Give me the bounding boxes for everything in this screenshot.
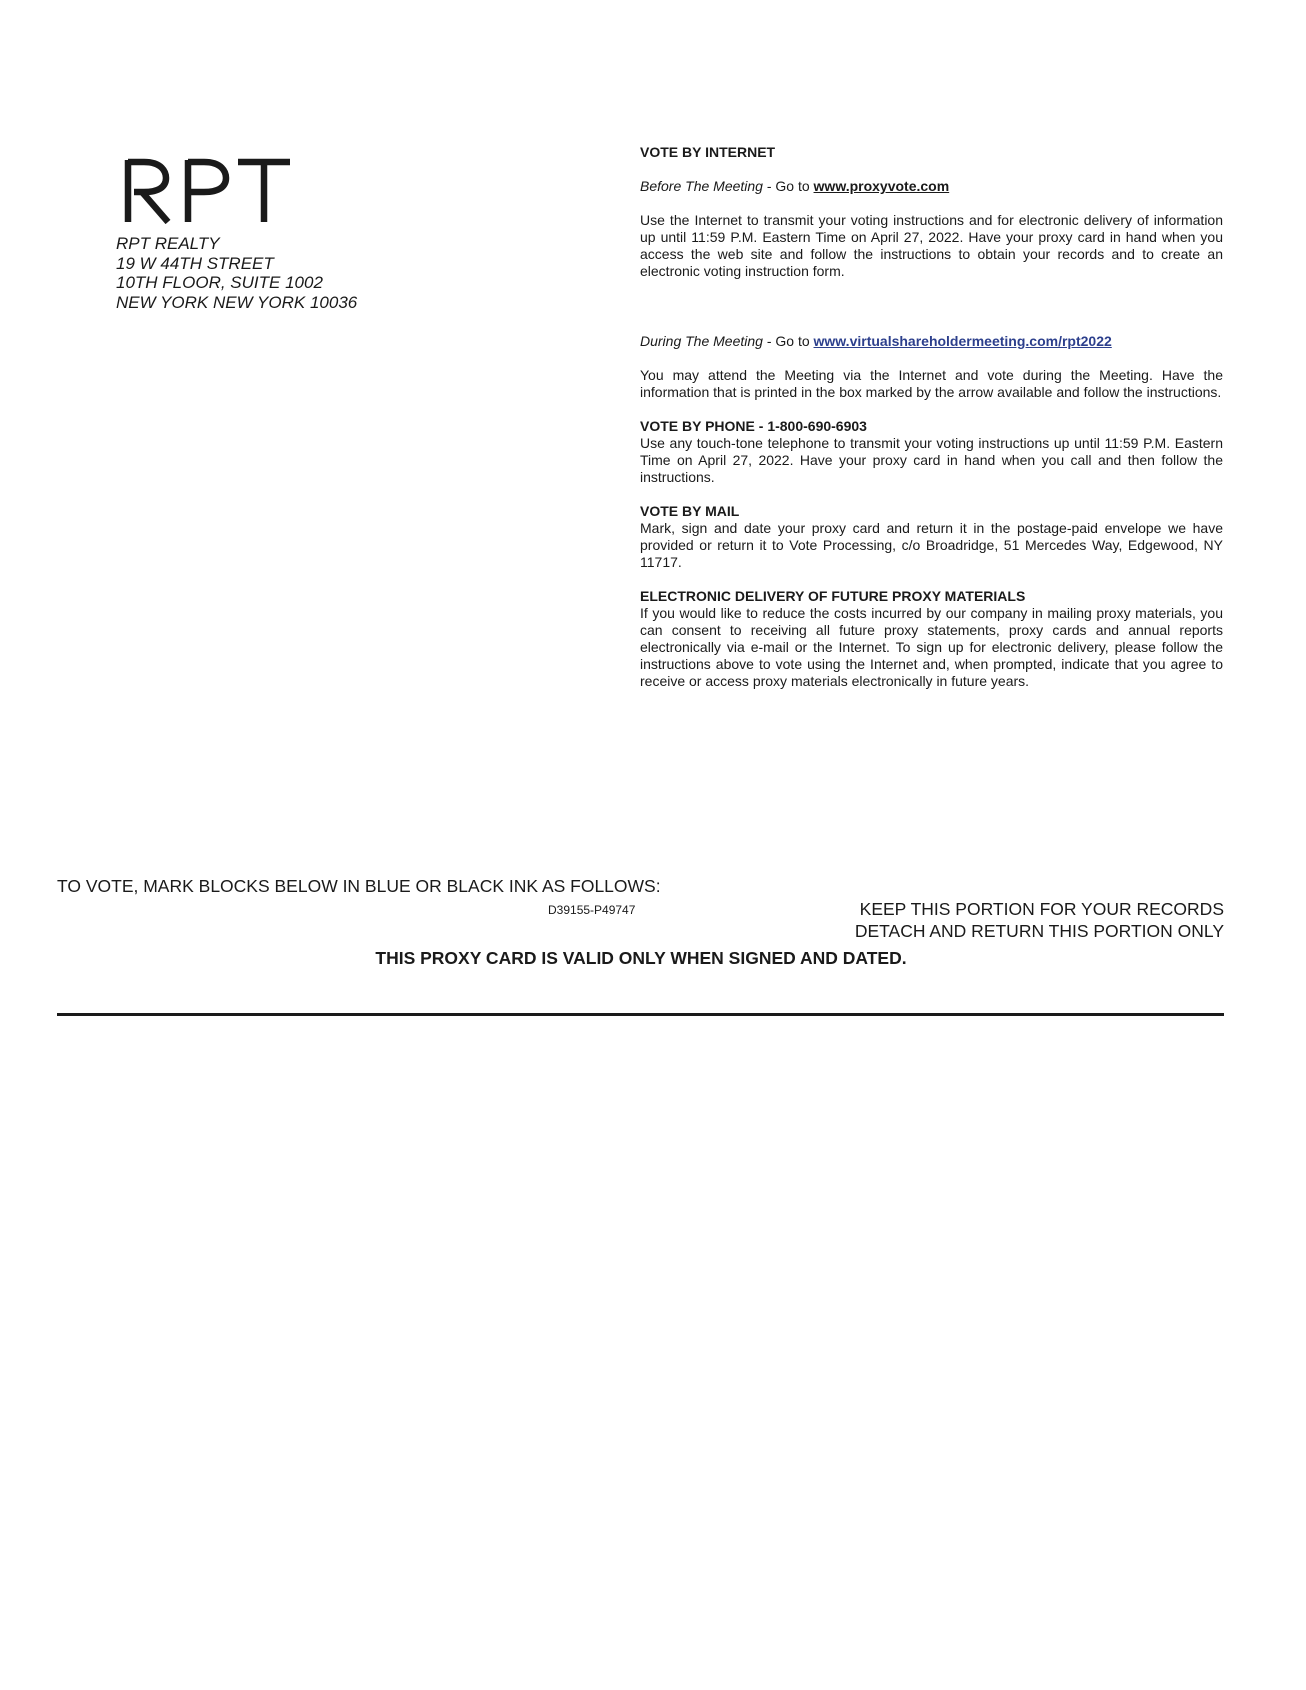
voting-instructions <box>640 144 1223 690</box>
vote-internet-heading: VOTE BY INTERNET <box>640 144 776 160</box>
before-meeting-text: Use the Internet to transmit your voting instructions and for electronic delivery of information up until 11:59 P.M. Eastern Time on April 27, 2022. Have your proxy card in hand when you access the web site and follow the instructions to obtain your records and to create an electronic voting instruction form. <box>640 212 1223 279</box>
during-meeting-text: You may attend the Meeting via the Internet and vote during the Meeting. Have the information that is printed in the box marked by the arrow available and follow the instructions. <box>640 367 1223 400</box>
detach-portion-text: DETACH AND RETURN THIS PORTION ONLY <box>854 921 1224 941</box>
portion-notice <box>855 898 1224 942</box>
address-suite: 10TH FLOOR, SUITE 1002 <box>116 273 323 292</box>
during-meeting-goto: - Go to <box>762 333 814 349</box>
vote-phone-text: Use any touch-tone telephone to transmit your voting instructions up until 11:59 P.M. Eastern Time on April 27, 2022. Have your proxy card in hand when you call and then follow the instructions. <box>640 435 1223 485</box>
vote-mail-text: Mark, sign and date your proxy card and return it in the postage-paid envelope we have provided or return it to Vote Processing, c/o Broadridge, 51 Mercedes Way, Edgewood, NY 11717. <box>640 520 1223 570</box>
vote-mail-heading: VOTE BY MAIL <box>640 503 740 519</box>
detach-line <box>57 1013 1224 1016</box>
control-code: D39155-P49747 <box>548 903 636 917</box>
before-meeting-goto: - Go to <box>762 178 814 194</box>
during-meeting-line <box>640 333 1223 350</box>
mark-instruction: TO VOTE, MARK BLOCKS BELOW IN BLUE OR BLACK INK AS FOLLOWS: <box>57 876 661 896</box>
company-name: RPT REALTY <box>116 234 220 253</box>
before-meeting-line <box>640 178 1223 195</box>
before-meeting-label: Before The Meeting <box>640 178 763 194</box>
address-city: NEW YORK NEW YORK 10036 <box>116 292 358 312</box>
vote-phone-heading: VOTE BY PHONE - 1-800-690-6903 <box>640 418 867 434</box>
electronic-delivery-heading: ELECTRONIC DELIVERY OF FUTURE PROXY MATERIALS <box>640 588 1026 604</box>
rpt-logo <box>124 158 290 224</box>
electronic-delivery-text: If you would like to reduce the costs incurred by our company in mailing proxy materials, you can consent to receiving all future proxy statements, proxy cards and annual reports electronically via e-mail or the Internet. To sign up for electronic delivery, please follow the instructions above to vote using the Internet and, when prompted, indicate that you agree to receive or access proxy materials electronically in future years. <box>640 605 1223 689</box>
address-street: 19 W 44TH STREET <box>116 253 274 273</box>
during-meeting-label: During The Meeting <box>640 333 763 349</box>
company-address <box>116 234 357 312</box>
proxyvote-link[interactable]: www.proxyvote.com <box>813 178 950 194</box>
keep-portion-text: KEEP THIS PORTION FOR YOUR RECORDS <box>859 899 1224 919</box>
validity-notice: THIS PROXY CARD IS VALID ONLY WHEN SIGNED AND DATED. <box>375 948 907 968</box>
virtual-meeting-link[interactable]: www.virtualshareholdermeeting.com/rpt2022 <box>813 333 1112 349</box>
